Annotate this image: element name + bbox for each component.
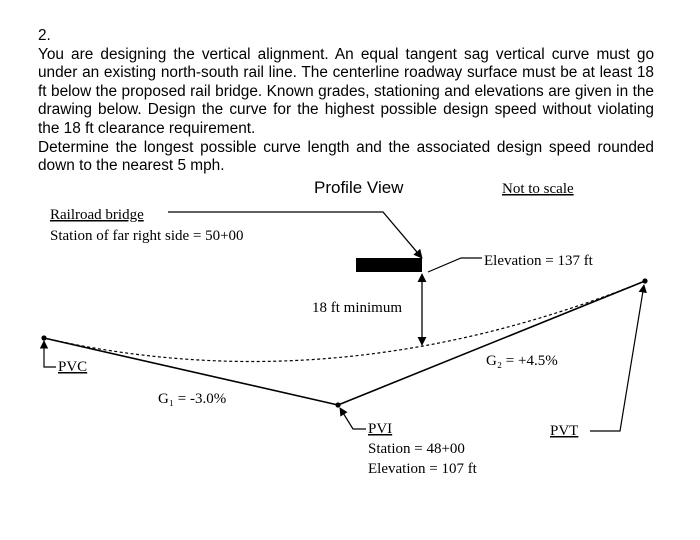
bridge-elevation-label: Elevation = 137 ft [484, 253, 593, 269]
clearance-label: 18 ft minimum [312, 300, 402, 316]
railroad-bridge-label: Railroad bridge [50, 207, 144, 223]
pvc-leader [44, 341, 56, 367]
pvi-point [335, 402, 340, 407]
grade-g1-label: G₁ = -3.0% [158, 391, 227, 407]
figure-title: Profile View [314, 178, 404, 197]
pvi-elevation-label: Elevation = 107 ft [368, 461, 477, 477]
sag-vertical-curve [44, 281, 645, 362]
problem-paragraph-2: Determine the longest possible curve length and the associated design speed rounded down to the nearest 5 mph. [38, 138, 654, 175]
scale-note: Not to scale [502, 181, 574, 197]
pvi-leader [340, 408, 366, 429]
pvt-point [642, 278, 647, 283]
grade-g2-label: G₂ = +4.5% [486, 353, 558, 369]
problem-paragraph-1: You are designing the vertical alignment. An equal tangent sag vertical curve must go under an existing north-south rail line. The centerline roadway surface must be at least 18 ft below the proposed rail bridge. Known grades, stationing and elevations are given in the drawing below. Design the curve for the highest possible design speed without violating the 18 ft clearance requirement. [38, 45, 654, 137]
pvc-label: PVC [58, 359, 88, 375]
railroad-bridge-deck [356, 258, 422, 272]
pvt-label: PVT [550, 423, 579, 439]
pvc-point [41, 335, 46, 340]
pvi-label: PVI [368, 421, 393, 437]
pvi-station-label: Station = 48+00 [368, 441, 465, 457]
pvt-leader [590, 285, 644, 431]
problem-number: 2. [38, 27, 51, 44]
elevation-leader [428, 258, 482, 272]
railroad-station-label: Station of far right side = 50+00 [50, 228, 244, 244]
